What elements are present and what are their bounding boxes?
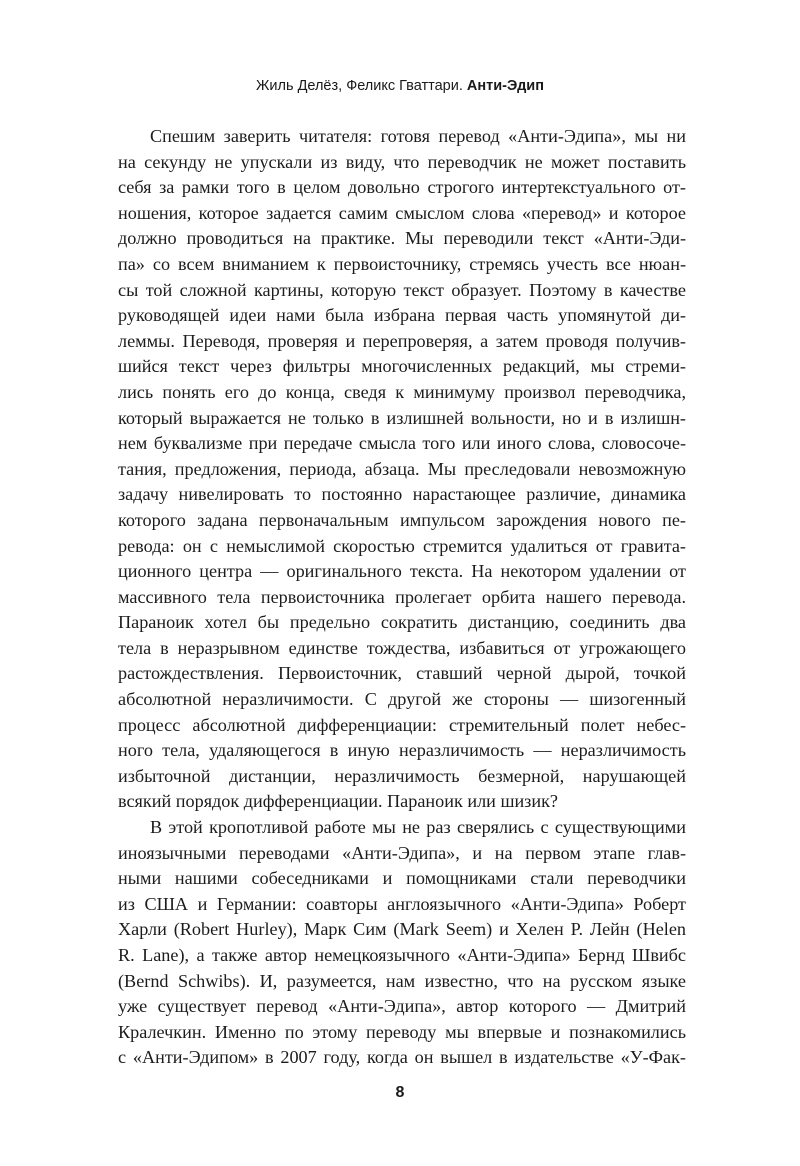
text-line: абсолютной неразличимости. С другой же стороны — шизогенный bbox=[118, 689, 686, 710]
text-line: R. Lane), а также автор немецкоязычного «Анти-Эдипа» Бернд Швибс bbox=[118, 945, 686, 965]
text-line: сы той сложной картины, которую текст образует. Поэтому в качестве bbox=[118, 279, 686, 300]
paragraph-1 bbox=[118, 124, 686, 815]
text-line: Кралечкин. Именно по этому переводу мы впервые и познакомились bbox=[118, 1021, 686, 1042]
text-line: ревода: он с немыслимой скоростью стремится удалиться от гравита- bbox=[118, 535, 686, 556]
text-line: шийся текст через фильтры многочисленных редакций, мы стреми- bbox=[118, 356, 686, 377]
text-line: иноязычными переводами «Анти-Эдипа», и на первом этапе глав- bbox=[118, 842, 686, 863]
text-line: ционного центра — оригинального текста. На некотором удалении от bbox=[118, 561, 686, 582]
text-line: себя за рамки того в целом довольно строгого интертекстуального от- bbox=[118, 177, 686, 198]
text-line: па» со всем вниманием к первоисточнику, стремясь учесть все нюан- bbox=[118, 253, 686, 274]
text-line: задачу нивелировать то постоянно нарастающее различие, динамика bbox=[118, 484, 686, 505]
text-line: процесс абсолютной дифференциации: стремительный полет небес- bbox=[118, 714, 686, 735]
text-line: (Bernd Schwibs). И, разумеется, нам известно, что на русском языке bbox=[118, 970, 686, 991]
text-line: из США и Германии: соавторы англоязычного «Анти-Эдипа» Роберт bbox=[118, 893, 686, 914]
text-line: который выражается не только в излишней вольности, но и в излишн- bbox=[118, 407, 686, 428]
paragraph-2 bbox=[118, 815, 686, 1071]
text-line: массивного тела первоисточника пролегает орбита нашего перевода. bbox=[118, 586, 686, 607]
text-line: растождествления. Первоисточник, ставший черной дырой, точкой bbox=[118, 663, 686, 684]
text-line: В этой кропотливой работе мы не раз сверялись с существующими bbox=[150, 817, 686, 838]
running-head-authors: Жиль Делёз, Феликс Гваттари. bbox=[256, 78, 463, 94]
text-line: тания, предложения, периода, абзаца. Мы преследовали невозможную bbox=[118, 458, 686, 479]
text-line: Спешим заверить читателя: готовя перевод «Анти-Эдипа», мы ни bbox=[150, 126, 686, 146]
text-line: руководящей идеи нами была избрана первая часть упомянутой ди- bbox=[118, 305, 686, 326]
running-head bbox=[0, 76, 800, 96]
page-number: 8 bbox=[395, 1084, 405, 1101]
text-line: Харли (Robert Hurley), Марк Сим (Mark Seem) и Хелен Р. Лейн (Helen bbox=[118, 919, 686, 940]
text-line: лись понять его до конца, сведя к минимуму произвол переводчика, bbox=[118, 381, 686, 402]
text-line: ного тела, удаляющегося в иную неразличимость — неразличимость bbox=[118, 740, 686, 761]
text-line: которого задана первоначальным импульсом зарождения нового пе- bbox=[118, 509, 686, 530]
text-line: нем буквализме при передаче смысла того или иного слова, словосоче- bbox=[118, 433, 686, 454]
text-line: всякий порядок дифференциации. Параноик или шизик? bbox=[118, 791, 559, 812]
running-head-title: Анти-Эдип bbox=[466, 78, 544, 94]
body-text bbox=[118, 124, 686, 1071]
text-line: леммы. Переводя, проверяя и перепроверяя, а затем проводя получив- bbox=[118, 330, 686, 351]
text-line: ношения, которое задается самим смыслом слова «перевод» и которое bbox=[118, 202, 686, 223]
text-line: тела в неразрывном единстве тождества, избавиться от угрожающего bbox=[118, 637, 686, 658]
text-line: Параноик хотел бы предельно сократить дистанцию, соединить два bbox=[118, 612, 686, 633]
text-line: уже существует перевод «Анти-Эдипа», автор которого — Дмитрий bbox=[118, 996, 686, 1017]
text-line: ными нашими собеседниками и помощниками стали переводчики bbox=[118, 868, 686, 889]
text-line: избыточной дистанции, неразличимость безмерной, нарушающей bbox=[118, 765, 686, 786]
text-line: на секунду не упускали из виду, что переводчик не может поставить bbox=[118, 151, 686, 172]
text-line: должно проводиться на практике. Мы переводили текст «Анти-Эди- bbox=[118, 228, 686, 249]
text-line: с «Анти-Эдипом» в 2007 году, когда он вышел в издательстве «У-Фак- bbox=[118, 1047, 686, 1068]
